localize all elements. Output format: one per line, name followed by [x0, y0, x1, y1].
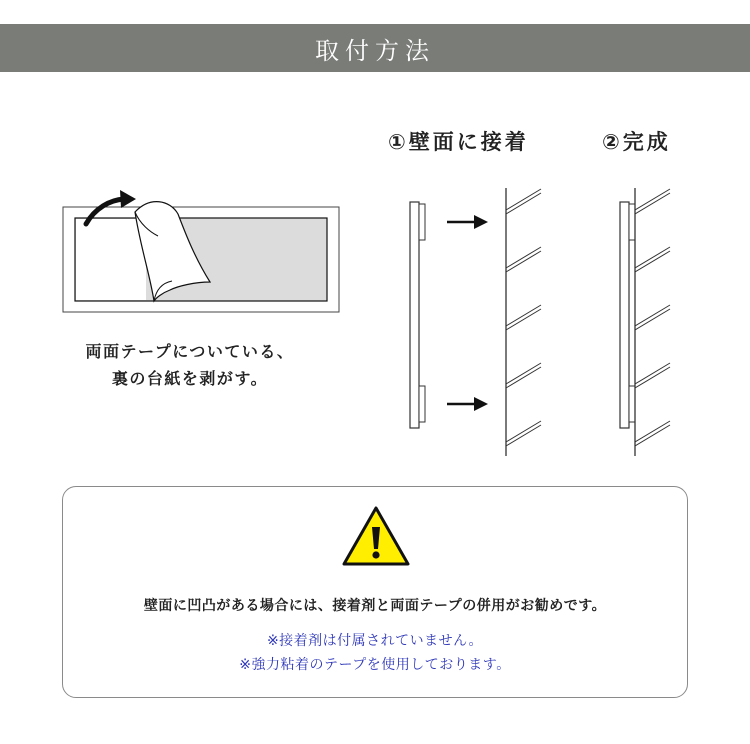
instruction-line-1: 両面テープについている、	[85, 342, 295, 361]
peel-instruction	[40, 338, 340, 392]
notice-main-text: 壁面に凹凸がある場合には、接着剤と両面テープの併用がお勧めです。	[143, 598, 607, 614]
step1-illustration	[410, 188, 541, 456]
notice-note-1: ※接着剤は付属されていません。	[266, 633, 484, 649]
warning-icon	[341, 505, 411, 567]
step-label-complete: ②完成	[602, 130, 671, 154]
notice-note-2: ※強力粘着のテープを使用しております。	[239, 657, 511, 673]
instruction-line-2: 裏の台紙を剥がす。	[111, 369, 269, 388]
notice-box	[62, 486, 688, 698]
step2-illustration	[620, 188, 670, 456]
step-label-attach: ①壁面に接着	[388, 130, 529, 154]
page-title: 取付方法	[315, 36, 435, 65]
tape-peel-illustration	[63, 190, 339, 312]
